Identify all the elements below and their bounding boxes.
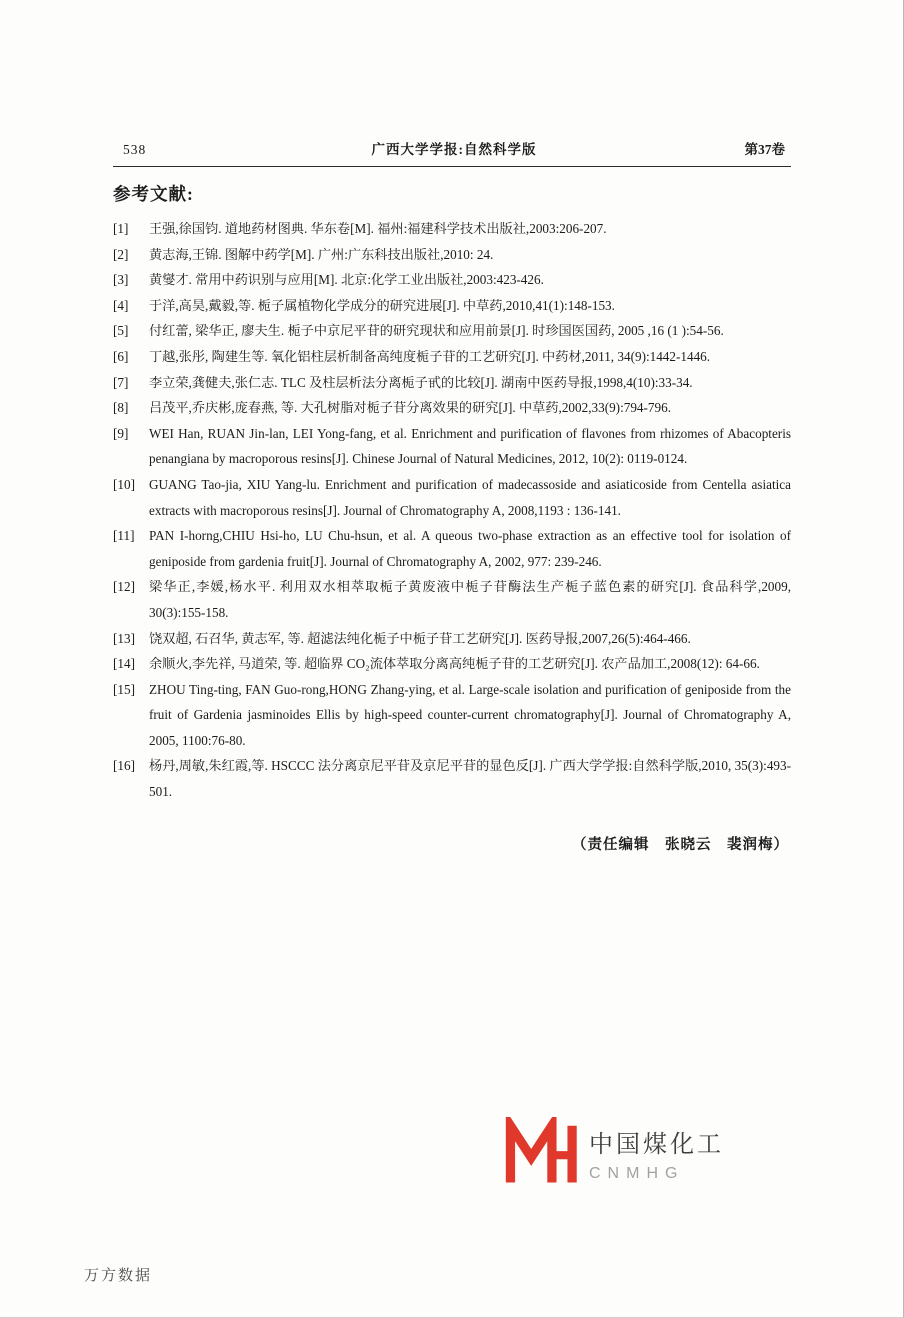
cnmhg-logo-icon bbox=[505, 1117, 577, 1189]
reference-list bbox=[113, 216, 791, 805]
reference-item bbox=[113, 216, 791, 242]
reference-item bbox=[113, 344, 791, 370]
reference-text: 于洋,高昊,戴毅,等. 栀子属植物化学成分的研究进展[J]. 中草药,2010,41(1):148-153. bbox=[149, 297, 615, 313]
reference-text: 王强,徐国钧. 道地药材图典. 华东卷[M]. 福州:福建科学技术出版社,2003:206-207. bbox=[149, 221, 607, 236]
page-number: 538 bbox=[123, 142, 147, 157]
reference-label: [11] bbox=[113, 528, 135, 544]
reference-item bbox=[113, 651, 791, 677]
watermark-brand-abbr: CNMHG bbox=[589, 1164, 685, 1182]
reference-label: [5] bbox=[113, 323, 129, 339]
reference-text: 黄志海,王锦. 图解中药学[M]. 广州:广东科技出版社,2010: 24. bbox=[149, 246, 494, 262]
reference-text: GUANG Tao-jia, XIU Yang-lu. Enrichment and purification of madecassoside and asiaticoside from Centella asiatica extracts with macroporous resins[J]. Journal of Chromatography A, 2008,1193 : 136-141. bbox=[149, 476, 791, 518]
volume-label: 第37卷 bbox=[744, 142, 785, 157]
reference-text: 吕茂平,乔庆彬,庞春燕, 等. 大孔树脂对栀子苷分离效果的研究[J]. 中草药,2002,33(9):794-796. bbox=[149, 400, 671, 416]
reference-text: 黄燮才. 常用中药识别与应用[M]. 北京:化学工业出版社,2003:423-426. bbox=[149, 272, 544, 288]
reference-text: 李立荣,龚健夫,张仁志. TLC 及柱层析法分离栀子甙的比较[J]. 湖南中医药导报,1998,4(10):33-34. bbox=[149, 374, 693, 390]
reference-item bbox=[113, 395, 791, 421]
reference-item bbox=[113, 242, 791, 268]
reference-item bbox=[113, 753, 791, 804]
reference-text: 梁华正,李媛,杨水平. 利用双水相萃取栀子黄废液中栀子苷酶法生产栀子蓝色素的研究[J]. 食品科学,2009, 30(3):155-158. bbox=[149, 579, 791, 620]
reference-item bbox=[113, 626, 791, 652]
journal-title: 广西大学学报:自然科学版 bbox=[371, 142, 537, 157]
reference-item bbox=[113, 472, 791, 523]
reference-text: ZHOU Ting-ting, FAN Guo-rong,HONG Zhang-ying, et al. Large-scale isolation and purification of geniposide from the fruit of Gardenia jasminoides Ellis by high-speed counter-current chromatography[J]. Journal of Chromatography A, 2005, 1100:76-80. bbox=[149, 681, 791, 748]
references-heading: 参考文献: bbox=[113, 184, 194, 204]
header-rule bbox=[113, 166, 791, 167]
reference-label: [6] bbox=[113, 348, 129, 364]
reference-text: 余顺火,李先祥, 马道荣, 等. 超临界 CO₂流体萃取分离高纯栀子苷的工艺研究[J]. 农产品加工,2008(12): 64-66. bbox=[149, 656, 760, 672]
reference-item bbox=[113, 421, 791, 472]
wanfang-data-mark: 万方数据 bbox=[84, 1267, 153, 1284]
reference-text: 杨丹,周敏,朱红霞,等. HSCCC 法分离京尼平苷及京尼平苷的显色反[J]. 广西大学学报:自然科学版,2010, 35(3):493-501. bbox=[149, 758, 791, 800]
reference-label: [12] bbox=[113, 579, 135, 595]
reference-text: WEI Han, RUAN Jin-lan, LEI Yong-fang, et al. Enrichment and purification of flavones from rhizomes of Abacopteris penangiana by macroporous resins[J]. Chinese Journal of Natural Medicines, 2012, 10(2): 0119-0124. bbox=[149, 425, 791, 467]
reference-label: [14] bbox=[113, 656, 135, 672]
reference-item bbox=[113, 370, 791, 396]
reference-label: [9] bbox=[113, 425, 129, 441]
reference-label: [2] bbox=[113, 246, 129, 262]
watermark bbox=[505, 1117, 724, 1189]
reference-text: 饶双超, 石召华, 黄志军, 等. 超滤法纯化栀子中栀子苷工艺研究[J]. 医药导报,2007,26(5):464-466. bbox=[149, 630, 691, 646]
reference-label: [7] bbox=[113, 374, 129, 390]
reference-label: [3] bbox=[113, 272, 129, 288]
reference-item bbox=[113, 523, 791, 574]
reference-label: [8] bbox=[113, 400, 129, 416]
reference-text: 丁越,张彤, 陶建生等. 氧化铝柱层析制备高纯度栀子苷的工艺研究[J]. 中药材,2011, 34(9):1442-1446. bbox=[149, 348, 711, 364]
reference-text: PAN I-horng,CHIU Hsi-ho, LU Chu-hsun, et al. A queous two-phase extraction as an effective tool for isolation of geniposide from gardenia fruit[J]. Journal of Chromatography A, 2002, 977: 239-246. bbox=[149, 528, 791, 569]
reference-label: [1] bbox=[113, 221, 129, 236]
reference-label: [13] bbox=[113, 630, 135, 646]
reference-label: [4] bbox=[113, 297, 129, 313]
reference-item bbox=[113, 267, 791, 293]
reference-item bbox=[113, 318, 791, 344]
editor-note: （责任编辑 张晓云 裴润梅） bbox=[572, 836, 789, 853]
reference-item bbox=[113, 574, 791, 625]
reference-label: [10] bbox=[113, 476, 135, 492]
watermark-text bbox=[589, 1124, 724, 1183]
reference-item bbox=[113, 677, 791, 754]
reference-label: [15] bbox=[113, 681, 135, 697]
watermark-brand-name: 中国煤化工 bbox=[589, 1130, 724, 1158]
reference-text: 付红蕾, 梁华正, 廖夫生. 栀子中京尼平苷的研究现状和应用前景[J]. 时珍国医国药, 2005 ,16 (1 ):54-56. bbox=[149, 323, 724, 339]
page-content bbox=[113, 138, 791, 854]
reference-item bbox=[113, 293, 791, 319]
page-header bbox=[113, 138, 791, 166]
reference-label: [16] bbox=[113, 758, 135, 774]
